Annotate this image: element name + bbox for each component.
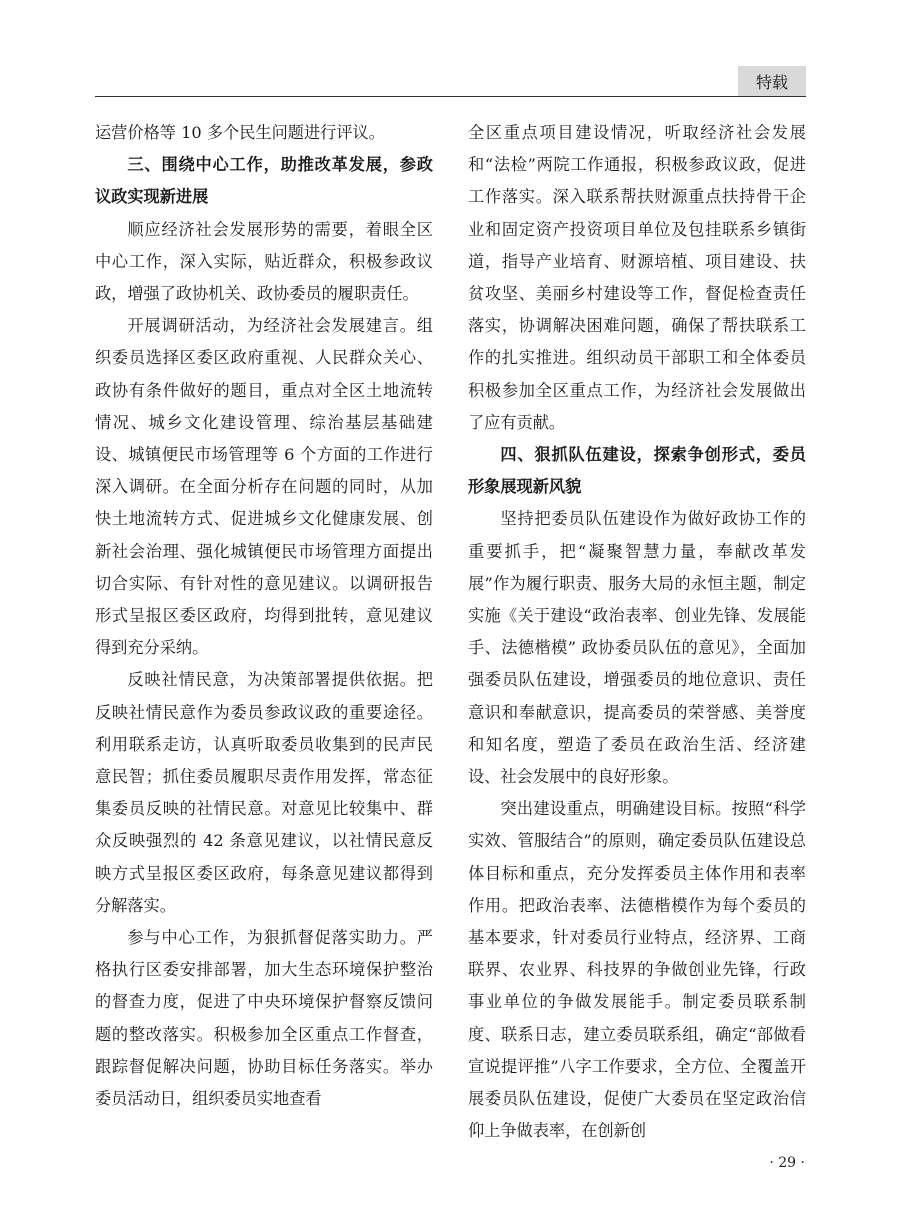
paragraph: 坚持把委员队伍建设作为做好政协工作的重要抓手，把“凝聚智慧力量，奉献改革发展”作为履行职责、服务大局的永恒主题，制定实施《关于建设“政治表率、创业先锋、发展能手、法德楷模” 政协委员队伍的意见》，全面加强委员队伍建设，增强委员的地位意识、责任意识和奉献意识，提高委员的荣誉感、美誉度和知名度，塑造了委员在政治生活、经济建设、社会发展中的良好形象。 [468, 509, 806, 787]
paragraph: 参与中心工作，为狠抓督促落实助力。严格执行区委安排部署，加大生态环境保护整治的督查力度，促进了中央环境保护督察反馈问题的整改落实。积极参加全区重点工作督查，跟踪督促解决问题，协助目标任务落实。举办委员活动日，组织委员实地查看 [95, 928, 433, 1109]
section-heading: 四、狠抓队伍建设，探索争创形式，委员形象展现新风貌 [468, 445, 806, 497]
left-column [95, 117, 433, 1115]
page-number: · 29 · [769, 1155, 805, 1171]
paragraph: 顺应经济社会发展形势的需要，着眼全区中心工作，深入实际，贴近群众，积极参政议政，增强了政协机关、政协委员的履职责任。 [95, 219, 433, 304]
paragraph: 开展调研活动，为经济社会发展建言。组织委员选择区委区政府重视、人民群众关心、政协有条件做好的题目，重点对全区土地流转情况、城乡文化建设管理、综治基层基础建设、城镇便民市场管理等 6 个方面的工作进行深入调研。在全面分析存在问题的同时，从加快土地流转方式、促进城乡文化健康发展、创新社会治理、强化城镇便民市场管理方面提出切合实际、有针对性的意见建议。以调研报告形式呈报区委区政府，均得到批转，意见建议得到充分采纳。 [95, 316, 433, 658]
paragraph: 全区重点项目建设情况，听取经济社会发展和“法检”两院工作通报，积极参政议政，促进工作落实。深入联系帮扶财源重点扶持骨干企业和固定资产投资项目单位及包挂联系乡镇街道，指导产业培育、财源培植、项目建设、扶贫攻坚、美丽乡村建设等工作，督促检查责任落实，协调解决困难问题，确保了帮扶联系工作的扎实推进。组织动员干部职工和全体委员积极参加全区重点工作，为经济社会发展做出了应有贡献。 [468, 123, 806, 432]
section-tab: 特载 [738, 66, 806, 96]
right-column [468, 117, 806, 1148]
section-heading: 三、围绕中心工作，助推改革发展，参政议政实现新进展 [95, 155, 433, 207]
paragraph: 运营价格等 10 多个民生问题进行评议。 [95, 123, 385, 142]
header-rule [95, 96, 806, 97]
paragraph: 突出建设重点，明确建设目标。按照“科学实效、管服结合”的原则，确定委员队伍建设总体目标和重点，充分发挥委员主体作用和表率作用。把政治表率、法德楷模作为每个委员的基本要求，针对委员行业特点，经济界、工商联界、农业界、科技界的争做创业先锋，行政事业单位的争做发展能手。制定委员联系制度、联系日志，建立委员联系组，确定“部做看宣说提评推”八字工作要求，全方位、全覆盖开展委员队伍建设，促使广大委员在坚定政治信仰上争做表率，在创新创 [468, 799, 806, 1141]
paragraph: 反映社情民意，为决策部署提供依据。把反映社情民意作为委员参政议政的重要途径。利用联系走访，认真听取委员收集到的民声民意民智；抓住委员履职尽责作用发挥，常态征集委员反映的社情民意。对意见比较集中、群众反映强烈的 42 条意见建议，以社情民意反映方式呈报区委区政府，每条意见建议都得到分解落实。 [95, 670, 433, 915]
